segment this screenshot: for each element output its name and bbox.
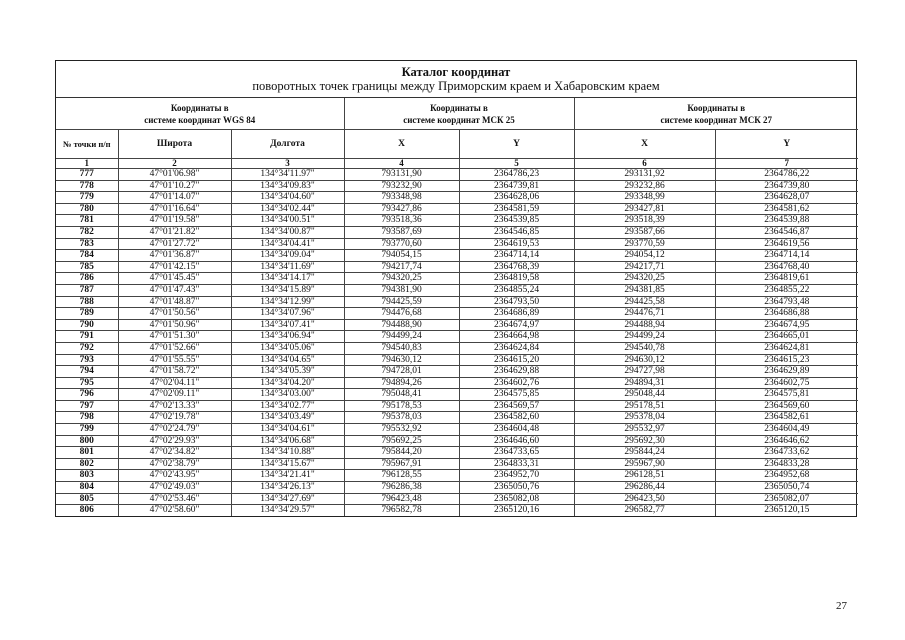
column-index-cell: 4 xyxy=(344,159,459,169)
point-number-cell: 785 xyxy=(56,261,118,273)
longitude-cell: 134°34'27.69" xyxy=(231,493,344,505)
longitude-cell: 134°34'26.13" xyxy=(231,482,344,494)
msk27-x-cell: 293232,86 xyxy=(574,180,715,192)
msk25-x-cell: 794894,26 xyxy=(344,377,459,389)
msk25-x-cell: 793131,90 xyxy=(344,169,459,181)
msk25-y-cell: 2364952,70 xyxy=(459,470,574,482)
msk27-y-cell: 2364739,80 xyxy=(715,180,858,192)
msk25-y-cell: 2364581,59 xyxy=(459,203,574,215)
longitude-cell: 134°34'04.60" xyxy=(231,192,344,204)
latitude-cell: 47°02'04.11" xyxy=(118,377,231,389)
table-row xyxy=(56,296,858,308)
coordinate-catalog xyxy=(55,60,857,517)
msk27-x-cell: 296286,44 xyxy=(574,482,715,494)
msk27-y-cell: 2364624,81 xyxy=(715,342,858,354)
msk27-x-cell: 294054,12 xyxy=(574,250,715,262)
longitude-cell: 134°34'14.17" xyxy=(231,273,344,285)
longitude-cell: 134°34'21.41" xyxy=(231,470,344,482)
msk25-y-cell: 2364624,84 xyxy=(459,342,574,354)
msk25-y-cell: 2364664,98 xyxy=(459,331,574,343)
point-number-cell: 806 xyxy=(56,505,118,516)
latitude-cell: 47°02'34.82" xyxy=(118,447,231,459)
msk27-y-cell: 2364793,48 xyxy=(715,296,858,308)
latitude-cell: 47°01'42.15" xyxy=(118,261,231,273)
latitude-cell: 47°01'55.55" xyxy=(118,354,231,366)
msk25-y-cell: 2364575,85 xyxy=(459,389,574,401)
msk25-x-cell: 795378,03 xyxy=(344,412,459,424)
table-row xyxy=(56,389,858,401)
msk25-x-cell: 795692,25 xyxy=(344,435,459,447)
msk27-y-cell: 2364714,14 xyxy=(715,250,858,262)
latitude-cell: 47°02'09.11" xyxy=(118,389,231,401)
msk27-y-cell: 2365120,15 xyxy=(715,505,858,516)
table-row xyxy=(56,447,858,459)
coordinates-table xyxy=(56,98,858,516)
msk27-y-cell: 2364628,07 xyxy=(715,192,858,204)
latitude-cell: 47°02'24.79" xyxy=(118,424,231,436)
table-row xyxy=(56,470,858,482)
msk27-x-cell: 296582,77 xyxy=(574,505,715,516)
msk27-x-cell: 294630,12 xyxy=(574,354,715,366)
longitude-cell: 134°34'00.87" xyxy=(231,226,344,238)
latitude-cell: 47°01'51.30" xyxy=(118,331,231,343)
table-row xyxy=(56,273,858,285)
msk25-y-cell: 2364714,14 xyxy=(459,250,574,262)
msk27-y-cell: 2364686,88 xyxy=(715,308,858,320)
table-row xyxy=(56,308,858,320)
point-number-cell: 803 xyxy=(56,470,118,482)
msk25-y-cell: 2364546,85 xyxy=(459,226,574,238)
msk25-x-cell: 795844,20 xyxy=(344,447,459,459)
msk27-x-cell: 295178,51 xyxy=(574,400,715,412)
msk25-y-cell: 2364793,50 xyxy=(459,296,574,308)
msk27-y-cell: 2364833,28 xyxy=(715,458,858,470)
column-header-point-number: № точки п/п xyxy=(56,130,118,159)
page-number: 27 xyxy=(836,600,847,612)
msk27-x-cell: 295692,30 xyxy=(574,435,715,447)
msk25-x-cell: 795048,41 xyxy=(344,389,459,401)
latitude-cell: 47°01'27.72" xyxy=(118,238,231,250)
latitude-cell: 47°02'29.93" xyxy=(118,435,231,447)
catalog-title: Каталог координат xyxy=(401,65,511,79)
msk27-x-cell: 294476,71 xyxy=(574,308,715,320)
coordinates-table-body xyxy=(56,169,858,516)
point-number-cell: 781 xyxy=(56,215,118,227)
point-number-cell: 798 xyxy=(56,412,118,424)
point-number-cell: 802 xyxy=(56,458,118,470)
latitude-cell: 47°02'49.03" xyxy=(118,482,231,494)
msk25-x-cell: 793232,90 xyxy=(344,180,459,192)
msk27-x-cell: 296128,51 xyxy=(574,470,715,482)
longitude-cell: 134°34'04.61" xyxy=(231,424,344,436)
msk25-y-cell: 2364629,88 xyxy=(459,366,574,378)
msk27-x-cell: 294488,94 xyxy=(574,319,715,331)
latitude-cell: 47°01'16.64" xyxy=(118,203,231,215)
longitude-cell: 134°34'09.04" xyxy=(231,250,344,262)
table-row xyxy=(56,192,858,204)
longitude-cell: 134°34'11.69" xyxy=(231,261,344,273)
msk27-x-cell: 295967,90 xyxy=(574,458,715,470)
longitude-cell: 134°34'00.51" xyxy=(231,215,344,227)
msk25-x-cell: 794540,83 xyxy=(344,342,459,354)
msk27-x-cell: 295532,97 xyxy=(574,424,715,436)
latitude-cell: 47°01'58.72" xyxy=(118,366,231,378)
latitude-cell: 47°01'14.07" xyxy=(118,192,231,204)
msk25-x-cell: 794320,25 xyxy=(344,273,459,285)
msk27-y-cell: 2364539,88 xyxy=(715,215,858,227)
system-header-msk27: Координаты в системе координат МСК 27 xyxy=(574,98,858,130)
table-row xyxy=(56,366,858,378)
latitude-cell: 47°01'36.87" xyxy=(118,250,231,262)
latitude-cell: 47°02'19.78" xyxy=(118,412,231,424)
msk25-x-cell: 794630,12 xyxy=(344,354,459,366)
longitude-cell: 134°34'07.96" xyxy=(231,308,344,320)
point-number-cell: 804 xyxy=(56,482,118,494)
msk25-y-cell: 2364646,60 xyxy=(459,435,574,447)
msk27-y-cell: 2364674,95 xyxy=(715,319,858,331)
msk25-y-cell: 2364686,89 xyxy=(459,308,574,320)
point-number-cell: 799 xyxy=(56,424,118,436)
msk25-x-cell: 794425,59 xyxy=(344,296,459,308)
table-row xyxy=(56,493,858,505)
system-header-wgs84: Координаты в системе координат WGS 84 xyxy=(56,98,344,130)
msk27-y-cell: 2364768,40 xyxy=(715,261,858,273)
column-header-longitude: Долгота xyxy=(231,130,344,159)
longitude-cell: 134°34'15.89" xyxy=(231,284,344,296)
point-number-cell: 777 xyxy=(56,169,118,181)
longitude-cell: 134°34'04.41" xyxy=(231,238,344,250)
table-row xyxy=(56,435,858,447)
system-header-msk25: Координаты в системе координат МСК 25 xyxy=(344,98,574,130)
msk25-x-cell: 796423,48 xyxy=(344,493,459,505)
longitude-cell: 134°34'02.44" xyxy=(231,203,344,215)
msk27-x-cell: 293348,99 xyxy=(574,192,715,204)
msk25-x-cell: 794488,90 xyxy=(344,319,459,331)
latitude-cell: 47°01'52.66" xyxy=(118,342,231,354)
longitude-cell: 134°34'07.41" xyxy=(231,319,344,331)
msk25-x-cell: 793587,69 xyxy=(344,226,459,238)
msk27-y-cell: 2364575,81 xyxy=(715,389,858,401)
msk25-y-cell: 2364604,48 xyxy=(459,424,574,436)
column-header-msk27-x: X xyxy=(574,130,715,159)
point-number-cell: 780 xyxy=(56,203,118,215)
column-index-cell: 6 xyxy=(574,159,715,169)
msk25-x-cell: 795178,53 xyxy=(344,400,459,412)
msk25-x-cell: 793427,86 xyxy=(344,203,459,215)
table-row xyxy=(56,250,858,262)
msk25-y-cell: 2364619,53 xyxy=(459,238,574,250)
point-number-cell: 795 xyxy=(56,377,118,389)
msk27-y-cell: 2365050,74 xyxy=(715,482,858,494)
msk25-y-cell: 2364602,76 xyxy=(459,377,574,389)
msk27-y-cell: 2364629,89 xyxy=(715,366,858,378)
msk25-x-cell: 793348,98 xyxy=(344,192,459,204)
latitude-cell: 47°01'50.56" xyxy=(118,308,231,320)
latitude-cell: 47°01'47.43" xyxy=(118,284,231,296)
longitude-cell: 134°34'05.39" xyxy=(231,366,344,378)
table-row xyxy=(56,215,858,227)
table-row xyxy=(56,319,858,331)
point-number-cell: 778 xyxy=(56,180,118,192)
msk27-x-cell: 295844,24 xyxy=(574,447,715,459)
catalog-title-block xyxy=(56,61,856,98)
msk27-x-cell: 294425,58 xyxy=(574,296,715,308)
longitude-cell: 134°34'02.77" xyxy=(231,400,344,412)
latitude-cell: 47°02'43.95" xyxy=(118,470,231,482)
point-number-cell: 784 xyxy=(56,250,118,262)
table-row xyxy=(56,169,858,181)
msk27-y-cell: 2364855,22 xyxy=(715,284,858,296)
table-row xyxy=(56,342,858,354)
msk25-x-cell: 796286,38 xyxy=(344,482,459,494)
table-row xyxy=(56,458,858,470)
longitude-cell: 134°34'03.00" xyxy=(231,389,344,401)
msk27-x-cell: 293131,92 xyxy=(574,169,715,181)
table-row xyxy=(56,261,858,273)
latitude-cell: 47°01'48.87" xyxy=(118,296,231,308)
msk25-x-cell: 794476,68 xyxy=(344,308,459,320)
column-index-row xyxy=(56,159,858,169)
table-row xyxy=(56,180,858,192)
msk27-y-cell: 2364786,22 xyxy=(715,169,858,181)
longitude-cell: 134°34'29.57" xyxy=(231,505,344,516)
msk27-y-cell: 2364952,68 xyxy=(715,470,858,482)
longitude-cell: 134°34'15.67" xyxy=(231,458,344,470)
msk25-x-cell: 795532,92 xyxy=(344,424,459,436)
point-number-cell: 801 xyxy=(56,447,118,459)
column-index-cell: 5 xyxy=(459,159,574,169)
point-number-cell: 796 xyxy=(56,389,118,401)
table-row xyxy=(56,412,858,424)
msk25-y-cell: 2364833,31 xyxy=(459,458,574,470)
catalog-subtitle: поворотных точек границы между Приморским краем и Хабаровским краем xyxy=(252,79,660,93)
longitude-cell: 134°34'11.97" xyxy=(231,169,344,181)
table-row xyxy=(56,400,858,412)
point-number-cell: 793 xyxy=(56,354,118,366)
msk25-y-cell: 2364674,97 xyxy=(459,319,574,331)
msk27-y-cell: 2365082,07 xyxy=(715,493,858,505)
point-number-cell: 794 xyxy=(56,366,118,378)
msk25-y-cell: 2365082,08 xyxy=(459,493,574,505)
msk25-x-cell: 793770,60 xyxy=(344,238,459,250)
msk27-x-cell: 295048,44 xyxy=(574,389,715,401)
latitude-cell: 47°02'13.33" xyxy=(118,400,231,412)
msk27-x-cell: 295378,04 xyxy=(574,412,715,424)
msk25-y-cell: 2365050,76 xyxy=(459,482,574,494)
latitude-cell: 47°01'50.96" xyxy=(118,319,231,331)
msk25-x-cell: 796128,55 xyxy=(344,470,459,482)
column-header-msk25-y: Y xyxy=(459,130,574,159)
msk27-x-cell: 293770,59 xyxy=(574,238,715,250)
longitude-cell: 134°34'12.99" xyxy=(231,296,344,308)
msk25-x-cell: 793518,36 xyxy=(344,215,459,227)
msk27-x-cell: 293427,81 xyxy=(574,203,715,215)
point-number-cell: 786 xyxy=(56,273,118,285)
msk25-x-cell: 794217,74 xyxy=(344,261,459,273)
msk25-x-cell: 795967,91 xyxy=(344,458,459,470)
msk25-y-cell: 2364786,23 xyxy=(459,169,574,181)
point-number-cell: 782 xyxy=(56,226,118,238)
msk27-x-cell: 294499,24 xyxy=(574,331,715,343)
latitude-cell: 47°02'38.79" xyxy=(118,458,231,470)
longitude-cell: 134°34'10.88" xyxy=(231,447,344,459)
msk27-x-cell: 293518,39 xyxy=(574,215,715,227)
msk25-y-cell: 2364628,06 xyxy=(459,192,574,204)
msk27-x-cell: 296423,50 xyxy=(574,493,715,505)
point-number-cell: 790 xyxy=(56,319,118,331)
msk27-y-cell: 2364582,61 xyxy=(715,412,858,424)
table-row xyxy=(56,331,858,343)
point-number-cell: 789 xyxy=(56,308,118,320)
longitude-cell: 134°34'05.06" xyxy=(231,342,344,354)
column-index-cell: 2 xyxy=(118,159,231,169)
msk25-x-cell: 794054,15 xyxy=(344,250,459,262)
point-number-cell: 805 xyxy=(56,493,118,505)
latitude-cell: 47°01'06.98" xyxy=(118,169,231,181)
msk27-x-cell: 294320,25 xyxy=(574,273,715,285)
table-row xyxy=(56,377,858,389)
msk25-y-cell: 2365120,16 xyxy=(459,505,574,516)
msk27-y-cell: 2364546,87 xyxy=(715,226,858,238)
msk25-y-cell: 2364855,24 xyxy=(459,284,574,296)
msk27-x-cell: 293587,66 xyxy=(574,226,715,238)
latitude-cell: 47°01'10.27" xyxy=(118,180,231,192)
table-row xyxy=(56,203,858,215)
latitude-cell: 47°02'58.60" xyxy=(118,505,231,516)
column-index-cell: 1 xyxy=(56,159,118,169)
msk25-x-cell: 794499,24 xyxy=(344,331,459,343)
table-row xyxy=(56,505,858,516)
msk27-y-cell: 2364569,60 xyxy=(715,400,858,412)
msk27-y-cell: 2364733,62 xyxy=(715,447,858,459)
msk27-y-cell: 2364646,62 xyxy=(715,435,858,447)
point-number-cell: 791 xyxy=(56,331,118,343)
table-row xyxy=(56,424,858,436)
msk25-y-cell: 2364615,20 xyxy=(459,354,574,366)
msk27-y-cell: 2364665,01 xyxy=(715,331,858,343)
latitude-cell: 47°01'45.45" xyxy=(118,273,231,285)
point-number-cell: 800 xyxy=(56,435,118,447)
msk27-y-cell: 2364819,61 xyxy=(715,273,858,285)
msk25-y-cell: 2364539,85 xyxy=(459,215,574,227)
table-row xyxy=(56,284,858,296)
msk25-y-cell: 2364569,57 xyxy=(459,400,574,412)
longitude-cell: 134°34'06.68" xyxy=(231,435,344,447)
table-row xyxy=(56,226,858,238)
longitude-cell: 134°34'06.94" xyxy=(231,331,344,343)
msk25-x-cell: 794381,90 xyxy=(344,284,459,296)
msk27-y-cell: 2364581,62 xyxy=(715,203,858,215)
point-number-cell: 787 xyxy=(56,284,118,296)
msk27-x-cell: 294727,98 xyxy=(574,366,715,378)
msk27-y-cell: 2364604,49 xyxy=(715,424,858,436)
msk27-y-cell: 2364602,75 xyxy=(715,377,858,389)
point-number-cell: 788 xyxy=(56,296,118,308)
column-header-msk27-y: Y xyxy=(715,130,858,159)
msk27-y-cell: 2364615,23 xyxy=(715,354,858,366)
msk27-y-cell: 2364619,56 xyxy=(715,238,858,250)
point-number-cell: 783 xyxy=(56,238,118,250)
column-index-cell: 3 xyxy=(231,159,344,169)
msk27-x-cell: 294894,31 xyxy=(574,377,715,389)
msk27-x-cell: 294381,85 xyxy=(574,284,715,296)
longitude-cell: 134°34'04.20" xyxy=(231,377,344,389)
msk27-x-cell: 294540,78 xyxy=(574,342,715,354)
longitude-cell: 134°34'09.83" xyxy=(231,180,344,192)
longitude-cell: 134°34'04.65" xyxy=(231,354,344,366)
msk27-x-cell: 294217,71 xyxy=(574,261,715,273)
point-number-cell: 797 xyxy=(56,400,118,412)
point-number-cell: 792 xyxy=(56,342,118,354)
table-row xyxy=(56,354,858,366)
latitude-cell: 47°01'19.58" xyxy=(118,215,231,227)
msk25-y-cell: 2364733,65 xyxy=(459,447,574,459)
msk25-y-cell: 2364582,60 xyxy=(459,412,574,424)
msk25-y-cell: 2364768,39 xyxy=(459,261,574,273)
msk25-y-cell: 2364819,58 xyxy=(459,273,574,285)
msk25-y-cell: 2364739,81 xyxy=(459,180,574,192)
column-header-msk25-x: X xyxy=(344,130,459,159)
latitude-cell: 47°02'53.46" xyxy=(118,493,231,505)
column-header-latitude: Широта xyxy=(118,130,231,159)
latitude-cell: 47°01'21.82" xyxy=(118,226,231,238)
longitude-cell: 134°34'03.49" xyxy=(231,412,344,424)
point-number-cell: 779 xyxy=(56,192,118,204)
table-row xyxy=(56,482,858,494)
msk25-x-cell: 796582,78 xyxy=(344,505,459,516)
msk25-x-cell: 794728,01 xyxy=(344,366,459,378)
table-row xyxy=(56,238,858,250)
column-index-cell: 7 xyxy=(715,159,858,169)
